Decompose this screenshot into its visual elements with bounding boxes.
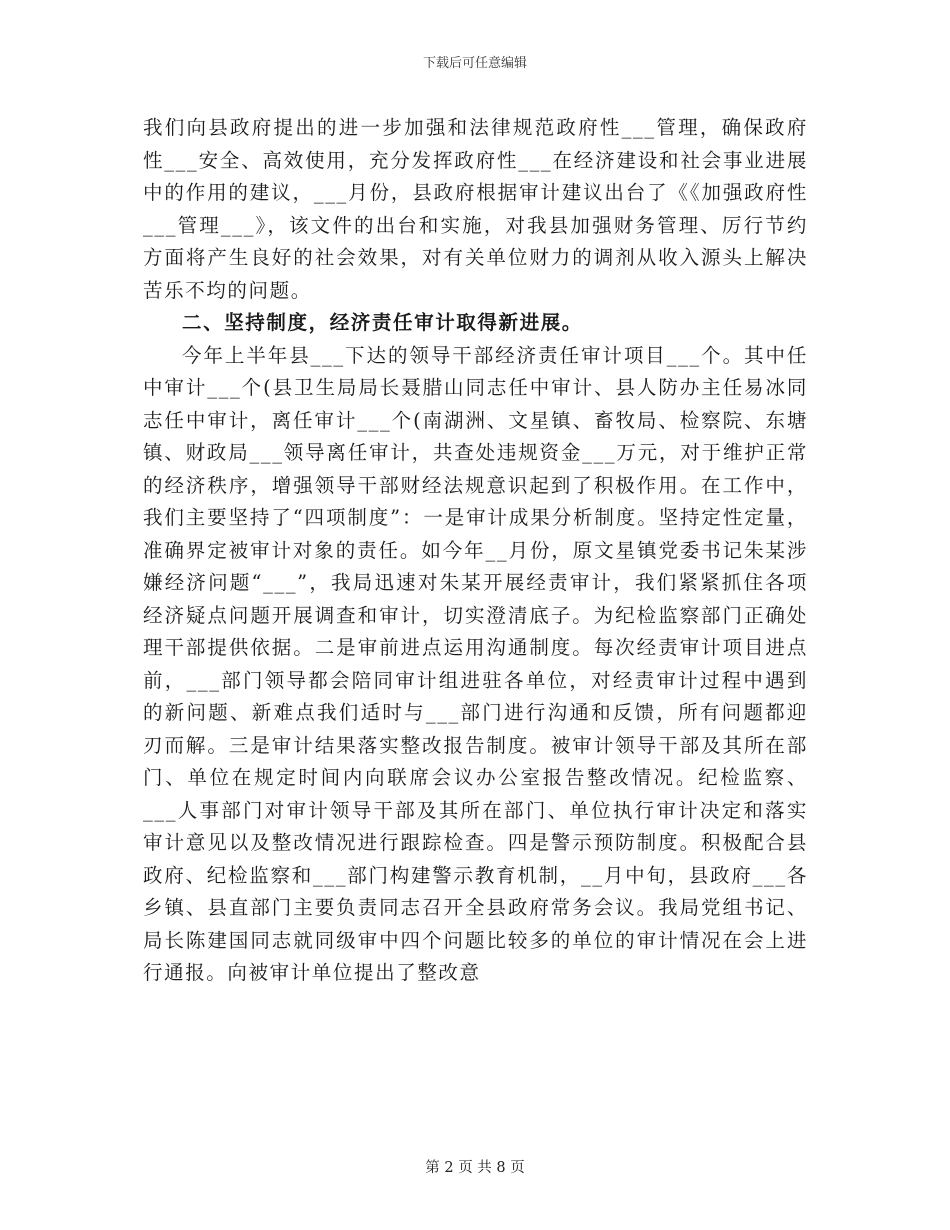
paragraph-1: 我们向县政府提出的进一步加强和法律规范政府性___管理，确保政府性___安全、高效使用，充分发挥政府性___在经济建设和社会事业进展中的作用的建议，___月份，县政府根据审计建议出台了《《加强政府性___管理___》，该文件的出台和实施，对我县加强财务管理、厉行节约方面将产生良好的社会效果，对有关单位财力的调剂从收入源头上解决苦乐不均的问题。	[143, 116, 808, 302]
paragraph-2: 今年上半年县___下达的领导干部经济责任审计项目___个。其中任中审计___个(县卫生局局长聂腊山同志任中审计、县人防办主任易冰同志任中审计，离任审计___个(南湖洲、文星镇、畜牧局、检察院、东塘镇、财政局___领导离任审计，共查处违规资金___万元，对于维护正常的经济秩序，增强领导干部财经法规意识起到了积极作用。在工作中，我们主要坚持了“四项制度”：一是审计成果分析制度。坚持定性定量，准确界定被审计对象的责任。如今年__月份，原文星镇党委书记朱某涉嫌经济问题“___”，我局迅速对朱某开展经责审计，我们紧紧抓住各项经济疑点问题开展调查和审计，切实澄清底子。为纪检监察部门正确处理干部提供依据。二是审前进点运用沟通制度。每次经责审计项目进点前，___部门领导都会陪同审计组进驻各单位，对经责审计过程中遇到的新问题、新难点我们适时与___部门进行沟通和反馈，所有问题都迎刃而解。三是审计结果落实整改报告制度。被审计领导干部及其所在部门、单位在规定时间内向联席会议办公室报告整改情况。纪检监察、___人事部门对审计领导干部及其所在部门、单位执行审计决定和落实审计意见以及整改情况进行跟踪检查。四是警示预防制度。积极配合县政府、纪检监察和___部门构建警示教育机制，__月中旬，县政府___各乡镇、县直部门主要负责同志召开全县政府常务会议。我局党组书记、局长陈建国同志就同级审中四个问题比较多的单位的审计情况在会上进行通报。向被审计单位提出了整改意	[143, 343, 808, 984]
document-body	[143, 112, 808, 990]
section-heading-2: 二、坚持制度，经济责任审计取得新进展。	[182, 311, 583, 334]
page-header-note: 下载后可任意编辑	[422, 56, 527, 71]
page-number-footer: 第 2 页 共 8 页	[425, 1160, 525, 1176]
